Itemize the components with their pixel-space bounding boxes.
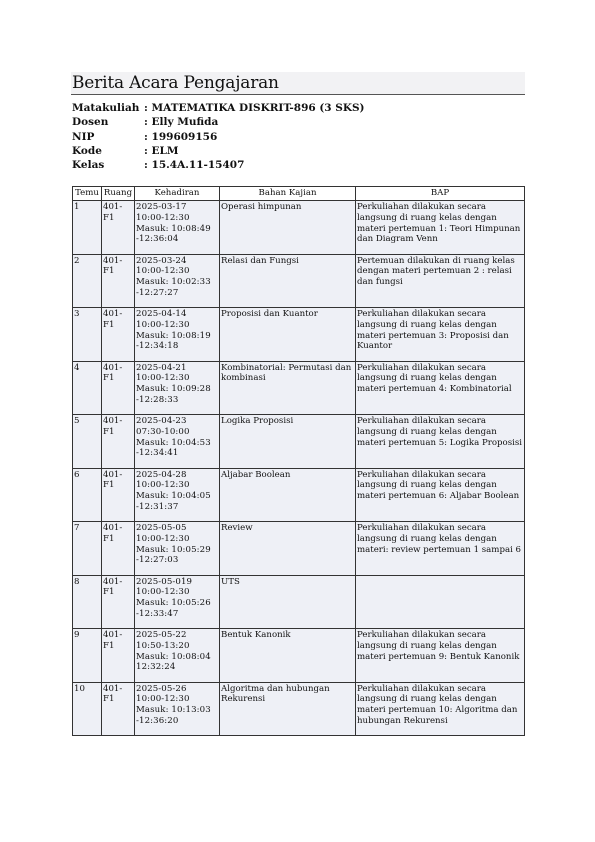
cell-bahan-kajian: Bentuk Kanonik — [220, 629, 356, 683]
cell-bap: Perkuliahan dilakukan secara langsung di ruang kelas dengan materi pertemuan 4: Kombinatorial — [356, 361, 525, 415]
cell-kehadiran: 2025-04-21 10:00-12:30 Masuk: 10:09:28 -12:28:33 — [135, 361, 220, 415]
meta-value: : MATEMATIKA DISKRIT-896 (3 SKS) — [144, 102, 365, 114]
meta-value: : Elly Mufida — [144, 116, 219, 129]
cell-bap: Perkuliahan dilakukan secara langsung di ruang kelas dengan materi pertemuan 10: Algoritma dan hubungan Rekurensi — [356, 682, 525, 736]
header-ruang: Ruang — [102, 187, 135, 201]
cell-bahan-kajian: Logika Proposisi — [220, 415, 356, 469]
table-row — [73, 575, 525, 629]
meta-row-matakuliah — [72, 101, 365, 115]
meta-value: : 199609156 — [144, 130, 218, 143]
cell-kehadiran: 2025-04-28 10:00-12:30 Masuk: 10:04:05 -12:31:37 — [135, 468, 220, 522]
cell-bahan-kajian: Operasi himpunan — [220, 201, 356, 255]
cell-bap: Perkuliahan dilakukan secara langsung di ruang kelas dengan materi pertemuan 6: Aljabar Boolean — [356, 468, 525, 522]
meta-label: NIP — [72, 130, 95, 143]
cell-bahan-kajian: Algoritma dan hubungan Rekurensi — [220, 682, 356, 736]
cell-temu: 10 — [73, 682, 102, 736]
header-bap: BAP — [356, 187, 525, 201]
cell-kehadiran: 2025-03-24 10:00-12:30 Masuk: 10:02:33 -12:27:27 — [135, 254, 220, 308]
cell-bahan-kajian: UTS — [220, 575, 356, 629]
meta-label: Matakuliah — [72, 102, 140, 114]
cell-bap: Perkuliahan dilakukan secara langsung di ruang kelas dengan materi pertemuan 3: Proposisi dan Kuantor — [356, 308, 525, 362]
table-header-row — [73, 187, 525, 201]
cell-bahan-kajian: Aljabar Boolean — [220, 468, 356, 522]
cell-temu: 4 — [73, 361, 102, 415]
cell-ruang: 401-F1 — [102, 468, 135, 522]
cell-kehadiran: 2025-05-019 10:00-12:30 Masuk: 10:05:26 -12:33:47 — [135, 575, 220, 629]
cell-ruang: 401-F1 — [102, 308, 135, 362]
table-row — [73, 629, 525, 683]
meta-value: : ELM — [144, 144, 179, 157]
meta-row-nip — [72, 130, 365, 144]
cell-bap: Perkuliahan dilakukan secara langsung di ruang kelas dengan materi pertemuan 9: Bentuk Kanonik — [356, 629, 525, 683]
cell-kehadiran: 2025-05-26 10:00-12:30 Masuk: 10:13:03 -12:36:20 — [135, 682, 220, 736]
cell-kehadiran: 2025-04-14 10:00-12:30 Masuk: 10:08:19 -12:34:18 — [135, 308, 220, 362]
header-bahan-kajian: Bahan Kajian — [220, 187, 356, 201]
cell-ruang: 401-F1 — [102, 682, 135, 736]
meta-value: : 15.4A.11-15407 — [144, 159, 245, 172]
table-row — [73, 522, 525, 576]
cell-bap: Perkuliahan dilakukan secara langsung di ruang kelas dengan materi pertemuan 5: Logika Proposisi — [356, 415, 525, 469]
cell-kehadiran: 2025-04-23 07:30-10:00 Masuk: 10:04:53 -12:34:41 — [135, 415, 220, 469]
meta-row-kelas — [72, 158, 365, 172]
cell-ruang: 401-F1 — [102, 415, 135, 469]
cell-temu: 5 — [73, 415, 102, 469]
meta-row-dosen — [72, 115, 365, 129]
cell-ruang: 401-F1 — [102, 254, 135, 308]
table-row — [73, 201, 525, 255]
cell-bap: Pertemuan dilakukan di ruang kelas dengan materi pertemuan 2 : relasi dan fungsi — [356, 254, 525, 308]
cell-temu: 7 — [73, 522, 102, 576]
cell-bap: Perkuliahan dilakukan secara langsung di ruang kelas dengan materi pertemuan 1: Teori Himpunan dan Diagram Venn — [356, 201, 525, 255]
meta-row-kode — [72, 144, 365, 158]
attendance-table — [72, 186, 525, 736]
table-row — [73, 682, 525, 736]
table-row — [73, 254, 525, 308]
cell-temu: 8 — [73, 575, 102, 629]
course-info — [72, 101, 365, 172]
cell-temu: 9 — [73, 629, 102, 683]
cell-ruang: 401-F1 — [102, 522, 135, 576]
meta-label: Kelas — [72, 159, 105, 172]
header-temu: Temu — [73, 187, 102, 201]
table-row — [73, 415, 525, 469]
cell-temu: 6 — [73, 468, 102, 522]
table-row — [73, 468, 525, 522]
page-title: Berita Acara Pengajaran — [72, 73, 279, 93]
cell-bahan-kajian: Review — [220, 522, 356, 576]
meta-label: Dosen — [72, 116, 109, 129]
cell-ruang: 401-F1 — [102, 361, 135, 415]
cell-bahan-kajian: Proposisi dan Kuantor — [220, 308, 356, 362]
cell-bahan-kajian: Kombinatorial: Permutasi dan kombinasi — [220, 361, 356, 415]
cell-ruang: 401-F1 — [102, 575, 135, 629]
cell-ruang: 401-F1 — [102, 201, 135, 255]
cell-temu: 3 — [73, 308, 102, 362]
cell-bahan-kajian: Relasi dan Fungsi — [220, 254, 356, 308]
title-bar — [71, 72, 525, 95]
cell-temu: 2 — [73, 254, 102, 308]
table-row — [73, 308, 525, 362]
cell-kehadiran: 2025-05-22 10:50-13:20 Masuk: 10:08:04 12:32:24 — [135, 629, 220, 683]
cell-bap: Perkuliahan dilakukan secara langsung di ruang kelas dengan materi: review pertemuan 1 sampai 6 — [356, 522, 525, 576]
table-body — [73, 201, 525, 736]
header-kehadiran: Kehadiran — [135, 187, 220, 201]
cell-bap — [356, 575, 525, 629]
table-row — [73, 361, 525, 415]
cell-kehadiran: 2025-05-05 10:00-12:30 Masuk: 10:05:29 -12:27:03 — [135, 522, 220, 576]
cell-ruang: 401-F1 — [102, 629, 135, 683]
cell-kehadiran: 2025-03-17 10:00-12:30 Masuk: 10:08:49 -12:36:04 — [135, 201, 220, 255]
meta-label: Kode — [72, 144, 102, 157]
cell-temu: 1 — [73, 201, 102, 255]
